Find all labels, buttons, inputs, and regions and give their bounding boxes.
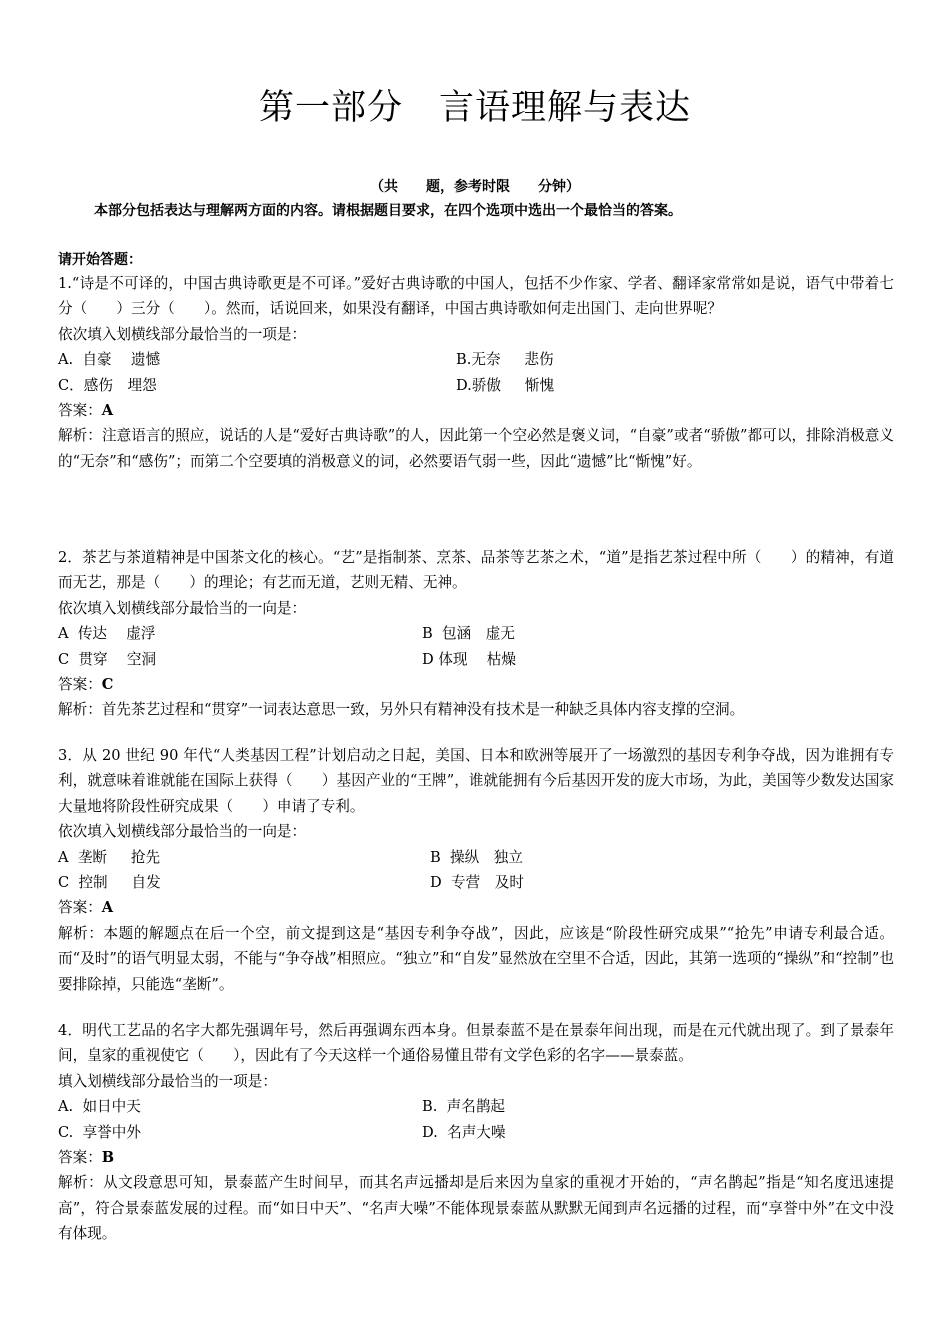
option-a: A. 自豪 遗憾 (58, 351, 161, 369)
option-a: A 垄断 抢先 (58, 848, 161, 866)
question-stem: 3．从 20 世纪 90 年代“人类基因工程”计划启动之日起，美国、日本和欧洲等展开了一场激烈的基因专利争夺战，因为谁拥有专利，就意味着谁就能在国际上获得（ ）基因产业的“王牌”，谁就能拥有今后基因开发的庞大市场，为此，美国等少数发达国家大量地将阶段性研究成果（ ）申请了专利。 (58, 747, 894, 815)
option-c: C．感伤 埋怨 (58, 376, 157, 394)
option-row (58, 373, 894, 398)
option-row (58, 845, 894, 870)
page-title: 第一部分 言语理解与表达 (258, 88, 691, 128)
option-row (58, 1120, 894, 1145)
analysis-text: 解析：本题的解题点在后一个空，前文提到这是“基因专利争夺战”，因此，应该是“阶段性研究成果”“抢先”申请专利最合适。而“及时”的语气明显太弱，不能与“争夺战”相照应。“独立”和“自发”显然放在空里不合适，因此，其第一选项的“操纵”和“控制”也要排除掉，只能选“垄断”。 (58, 924, 894, 993)
answer-line (58, 1145, 894, 1170)
answer-label: 答案： (58, 899, 102, 917)
question-3 (58, 743, 894, 997)
question-prompt: 依次填入划横线部分最恰当的一向是： (58, 599, 307, 617)
question-stem: 1.“诗是不可译的，中国古典诗歌更是不可译。”爱好古典诗歌的中国人，包括不少作家、学者、翻译家常常如是说，语气中带着七分（ ）三分（ ）。然而，话说回来，如果没有翻译，中国古典诗歌如何走出国门、走向世界呢？ (58, 275, 894, 318)
analysis-text: 解析：注意语言的照应，说话的人是“爱好古典诗歌”的人，因此第一个空必然是褒义词，“自豪”或者“骄傲”都可以，排除消极意义的“无奈”和“感伤”；而第二个空要填的消极意义的词，必然要语气弱一些，因此“遗憾”比“惭愧”好。 (58, 427, 894, 470)
option-row (58, 870, 894, 895)
option-d: D 体现 枯燥 (422, 650, 516, 668)
option-row (58, 621, 894, 646)
option-row (58, 647, 894, 672)
option-d: D. 名声大噪 (422, 1123, 506, 1141)
answer-label: 答案： (58, 402, 102, 420)
option-a: A 传达 虚浮 (58, 625, 156, 643)
option-b: B.无奈 悲伤 (456, 351, 554, 369)
answer-label: 答案： (58, 676, 102, 694)
start-label: 请开始答题： (58, 252, 142, 268)
answer-value: C (101, 676, 114, 694)
answer-line (58, 672, 894, 697)
option-row (58, 1094, 894, 1119)
option-d: D 专营 及时 (430, 874, 524, 892)
question-prompt: 依次填入划横线部分最恰当的一项是： (58, 325, 307, 343)
option-c: C 贯穿 空洞 (58, 650, 157, 668)
option-a: A. 如日中天 (58, 1098, 141, 1116)
analysis-text: 解析：从文段意思可知，景泰蓝产生时间早，而其名声远播却是后来因为皇家的重视才开始的，“声名鹊起”指是“知名度迅速提高”，符合景泰蓝发展的过程。而“如日中天”、“名声大噪”不能体现景泰蓝从默默无闻到声名远播的过程，而“享誉中外”在文中没有体现。 (58, 1174, 894, 1243)
section-instructions: 本部分包括表达与理解两方面的内容。请根据题目要求，在四个选项中选出一个最恰当的答案。 (94, 203, 682, 219)
option-c: C. 享誉中外 (58, 1123, 141, 1141)
option-b: B. 声名鹊起 (422, 1098, 506, 1116)
option-row (58, 347, 894, 372)
question-2 (58, 545, 894, 723)
answer-label: 答案： (58, 1149, 102, 1167)
question-prompt: 填入划横线部分最恰当的一项是： (58, 1072, 277, 1090)
option-d: D.骄傲 惭愧 (456, 376, 555, 394)
question-stem: 2．茶艺与茶道精神是中国茶文化的核心。“艺”是指制茶、烹茶、品茶等艺茶之术，“道”是指艺茶过程中所（ ）的精神，有道而无艺，那是（ ）的理论；有艺而无道，艺则无精、无神。 (58, 549, 894, 592)
answer-value: A (101, 899, 114, 917)
answer-line (58, 398, 894, 423)
section-subtitle: （共 题，参考时限 分钟） (370, 179, 580, 195)
option-b: B 操纵 独立 (430, 848, 523, 866)
answer-value: A (101, 402, 114, 420)
question-prompt: 依次填入划横线部分最恰当的一向是： (58, 823, 307, 841)
answer-line (58, 895, 894, 920)
analysis-text: 解析：首先茶艺过程和“贯穿”一词表达意思一致，另外只有精神没有技术是一种缺乏具体内容支撑的空洞。 (58, 701, 745, 719)
question-4 (58, 1018, 894, 1247)
option-b: B 包涵 虚无 (422, 625, 515, 643)
option-c: C 控制 自发 (58, 874, 161, 892)
answer-value: B (101, 1149, 115, 1167)
question-stem: 4．明代工艺品的名字大都先强调年号，然后再强调东西本身。但景泰蓝不是在景泰年间出现，而是在元代就出现了。到了景泰年间，皇家的重视使它（ ），因此有了今天这样一个通俗易懂且带有文学色彩的名字——景泰蓝。 (58, 1022, 894, 1065)
question-1 (58, 271, 894, 474)
